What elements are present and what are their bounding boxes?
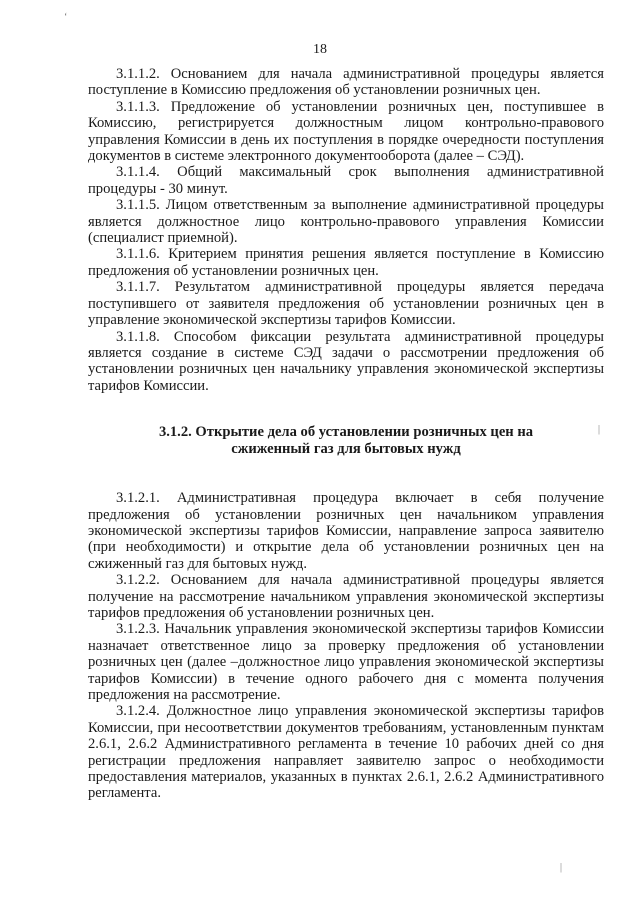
page-number: 18 [313, 42, 327, 57]
paragraph-3-1-1-6: 3.1.1.6. Критерием принятия решения является поступление в Комиссию предложения об установлении розничных цен. [88, 246, 604, 279]
section-heading-3-1-2 [88, 424, 604, 458]
paragraph-3-1-1-7: 3.1.1.7. Результатом административной процедуры является передача поступившего от заявителя предложения об установлении розничных цен в управление экономической экспертизы тарифов Комиссии. [88, 279, 604, 329]
scan-mark: | [560, 862, 563, 873]
paragraph-3-1-2-3: 3.1.2.3. Начальник управления экономической экспертизы тарифов Комиссии назначает ответственное лицо за проверку предложения об установлении розничных цен (далее –должностное лицо управления экономической экспертизы тарифов Комиссии) в течение одного рабочего дня с момента получения предложения на рассмотрение. [88, 621, 604, 703]
paragraph-3-1-1-8: 3.1.1.8. Способом фиксации результата административной процедуры является создание в системе СЭД задачи о рассмотрении предложения об установлении розничных цен начальнику управления экономической экспертизы тарифов Комиссии. [88, 328, 604, 394]
paragraph-3-1-1-4: 3.1.1.4. Общий максимальный срок выполнения административной процедуры - 30 минут. [88, 164, 604, 197]
heading-line-1: 3.1.2. Открытие дела об установлении розничных цен на [158, 424, 534, 441]
paragraph-3-1-1-5: 3.1.1.5. Лицом ответственным за выполнение административной процедуры является должностное лицо контрольно-правового управления Комиссии (специалист приемной). [88, 197, 604, 247]
paragraph-3-1-1-3: 3.1.1.3. Предложение об установлении розничных цен, поступившее в Комиссию, регистрируется должностным лицом контрольно-правового управления Комиссии в день их поступления в порядке очередности поступления документов в системе электронного документооборота (далее – СЭД). [88, 98, 604, 165]
paragraph-3-1-2-4: 3.1.2.4. Должностное лицо управления экономической экспертизы тарифов Комиссии, при несоответствии документов требованиям, установленным пунктам 2.6.1, 2.6.2 Административного регламента в течение 10 рабочих дней со дня регистрации предложения направляет заявителю запрос о необходимости предоставления материалов, указанных в пунктах 2.6.1, 2.6.2 Административного регламента. [88, 703, 604, 802]
scan-mark: ‘ [64, 12, 68, 23]
document-body [88, 66, 604, 802]
paragraph-3-1-2-2: 3.1.2.2. Основанием для начала административной процедуры является получение на рассмотрение начальником управления экономической экспертизы тарифов предложения об установлении розничных цен. [88, 572, 604, 621]
scan-mark: | [598, 424, 601, 435]
heading-line-2: сжиженный газ для бытовых нужд [231, 441, 461, 458]
paragraph-3-1-2-1: 3.1.2.1. Административная процедура включает в себя получение предложения об установлении розничных цен начальником управления экономической экспертизы тарифов Комиссии, направление запроса заявителю (при необходимости) и открытие дела об установлении розничных цен на сжиженный газ для бытовых нужд. [88, 490, 604, 572]
paragraph-3-1-1-2: 3.1.1.2. Основанием для начала административной процедуры является поступление в Комиссию предложения об установлении розничных цен. [88, 66, 604, 99]
